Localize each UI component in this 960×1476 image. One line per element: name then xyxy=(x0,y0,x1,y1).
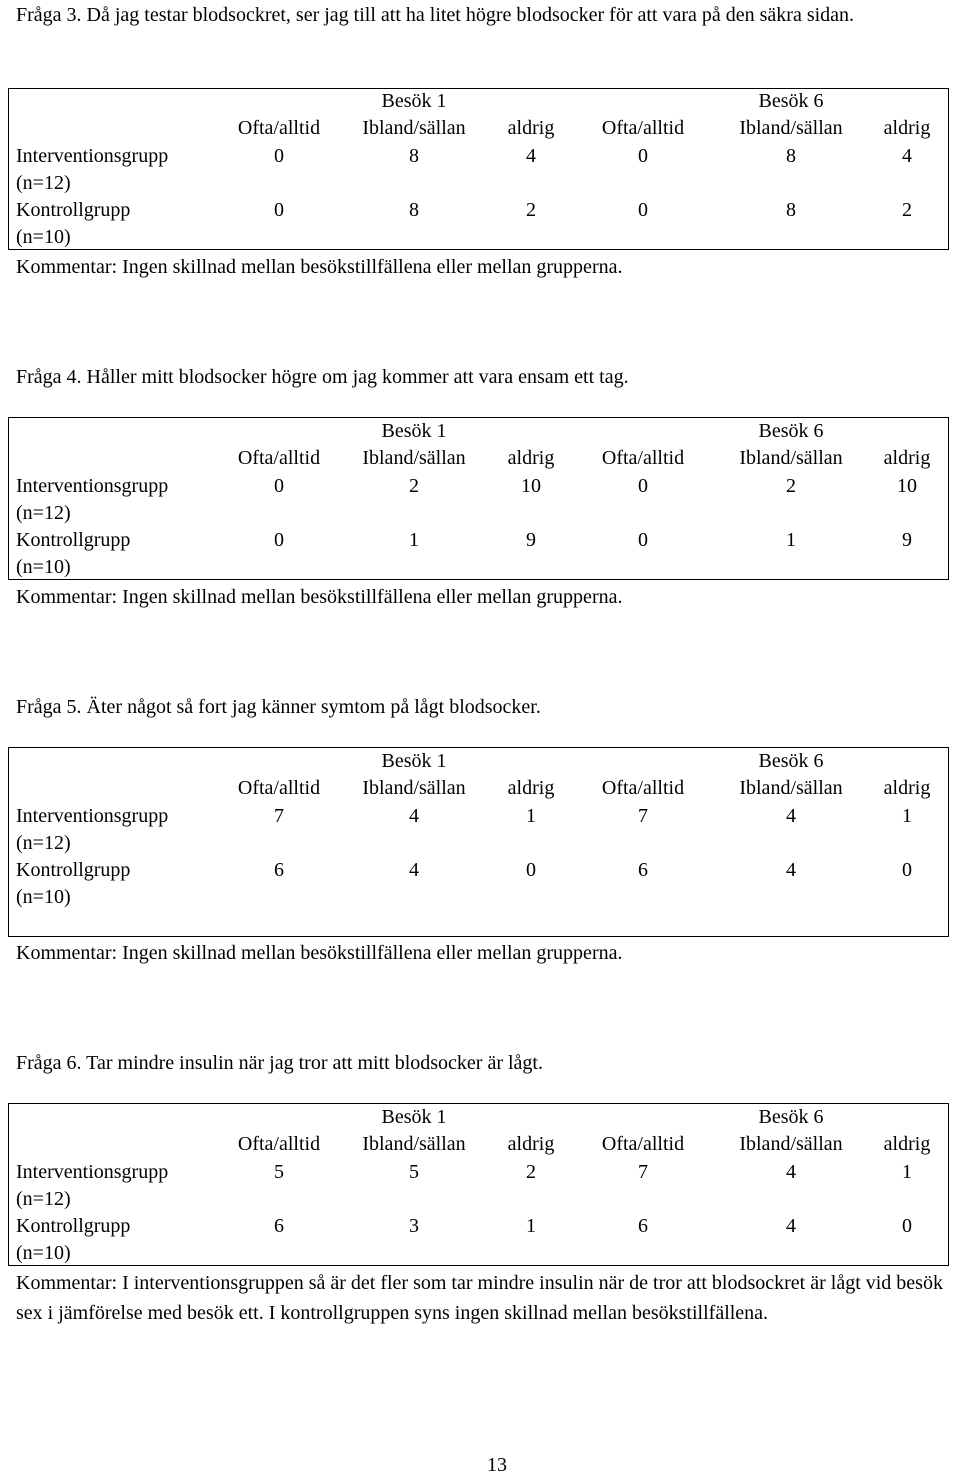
column-header: aldrig xyxy=(883,447,931,469)
table-header-answers xyxy=(9,778,948,802)
table-header-answers xyxy=(9,448,948,472)
column-header: Ibland/sällan xyxy=(362,447,466,469)
table-cell: 2 xyxy=(409,475,419,497)
column-header: Ofta/alltid xyxy=(601,447,685,469)
table-cell: 2 xyxy=(526,199,536,221)
group-label: Interventionsgrupp xyxy=(16,1161,169,1183)
question-5-title: Fråga 5. Äter något så fort jag känner symtom på lågt blodsocker. xyxy=(16,696,541,718)
table-cell: 0 xyxy=(274,529,284,551)
table-header-visits xyxy=(9,1107,948,1131)
column-header: aldrig xyxy=(507,777,555,799)
table-row-intervention xyxy=(9,476,948,500)
table-cell: 4 xyxy=(786,805,796,827)
table-cell: 2 xyxy=(526,1161,536,1183)
group-size: (n=10) xyxy=(16,556,71,578)
group-size: (n=12) xyxy=(16,832,71,854)
table-cell: 5 xyxy=(274,1161,284,1183)
group-label: Interventionsgrupp xyxy=(16,475,169,497)
column-header: Ibland/sällan xyxy=(739,117,843,139)
table-row-control xyxy=(9,200,948,224)
visit-1-header: Besök 1 xyxy=(381,1106,447,1128)
table-cell: 0 xyxy=(274,145,284,167)
table-cell: 2 xyxy=(902,199,912,221)
table-cell: 4 xyxy=(409,859,419,881)
table-cell: 6 xyxy=(274,1215,284,1237)
table-cell: 10 xyxy=(521,475,541,497)
table-cell: 1 xyxy=(409,529,419,551)
column-header: aldrig xyxy=(883,117,931,139)
table-cell: 0 xyxy=(902,1215,912,1237)
table-cell: 2 xyxy=(786,475,796,497)
table-row-control xyxy=(9,530,948,554)
group-size-row xyxy=(9,173,948,197)
group-label: Kontrollgrupp xyxy=(16,529,131,551)
group-size-row xyxy=(9,557,948,581)
page-number: 13 xyxy=(487,1454,507,1476)
question-5-table xyxy=(8,747,949,937)
group-label: Kontrollgrupp xyxy=(16,1215,131,1237)
table-cell: 0 xyxy=(638,145,648,167)
table-row-intervention xyxy=(9,1162,948,1186)
table-row-intervention xyxy=(9,146,948,170)
question-3-title: Fråga 3. Då jag testar blodsockret, ser jag till att ha litet högre blodsocker för att vara på den säkra sidan. xyxy=(16,4,855,26)
group-size-row xyxy=(9,503,948,527)
group-size-row xyxy=(9,887,948,911)
table-cell: 0 xyxy=(638,475,648,497)
table-header-visits xyxy=(9,91,948,115)
table-cell: 4 xyxy=(786,859,796,881)
table-cell: 8 xyxy=(786,145,796,167)
visit-1-header: Besök 1 xyxy=(381,420,447,442)
group-label: Kontrollgrupp xyxy=(16,859,131,881)
column-header: Ofta/alltid xyxy=(237,1133,321,1155)
group-size-row xyxy=(9,833,948,857)
table-cell: 7 xyxy=(274,805,284,827)
table-cell: 5 xyxy=(409,1161,419,1183)
visit-6-header: Besök 6 xyxy=(758,1106,824,1128)
table-header-visits xyxy=(9,421,948,445)
table-cell: 1 xyxy=(526,805,536,827)
table-cell: 4 xyxy=(786,1161,796,1183)
table-cell: 0 xyxy=(902,859,912,881)
table-cell: 6 xyxy=(638,859,648,881)
table-header-answers xyxy=(9,118,948,142)
table-row-control xyxy=(9,860,948,884)
visit-1-header: Besök 1 xyxy=(381,750,447,772)
column-header: aldrig xyxy=(507,447,555,469)
visit-6-header: Besök 6 xyxy=(758,750,824,772)
table-cell: 6 xyxy=(638,1215,648,1237)
table-row-intervention xyxy=(9,806,948,830)
table-cell: 4 xyxy=(902,145,912,167)
group-size: (n=10) xyxy=(16,226,71,248)
table-cell: 0 xyxy=(638,199,648,221)
table-cell: 4 xyxy=(526,145,536,167)
table-cell: 9 xyxy=(902,529,912,551)
column-header: aldrig xyxy=(883,1133,931,1155)
group-size: (n=12) xyxy=(16,172,71,194)
group-size: (n=12) xyxy=(16,1188,71,1210)
question-3-table xyxy=(8,88,949,250)
column-header: Ibland/sällan xyxy=(739,447,843,469)
visit-6-header: Besök 6 xyxy=(758,420,824,442)
question-4-title: Fråga 4. Håller mitt blodsocker högre om jag kommer att vara ensam ett tag. xyxy=(16,366,629,388)
group-label: Kontrollgrupp xyxy=(16,199,131,221)
column-header: aldrig xyxy=(507,117,555,139)
question-3-comment: Kommentar: Ingen skillnad mellan besökstillfällena eller mellan grupperna. xyxy=(16,256,623,278)
group-size-row xyxy=(9,227,948,251)
table-cell: 8 xyxy=(409,145,419,167)
table-cell: 1 xyxy=(786,529,796,551)
column-header: Ibland/sällan xyxy=(739,777,843,799)
table-cell: 3 xyxy=(409,1215,419,1237)
column-header: Ibland/sällan xyxy=(739,1133,843,1155)
column-header: aldrig xyxy=(883,777,931,799)
table-cell: 0 xyxy=(638,529,648,551)
question-4-comment: Kommentar: Ingen skillnad mellan besökstillfällena eller mellan grupperna. xyxy=(16,586,623,608)
group-label: Interventionsgrupp xyxy=(16,145,169,167)
column-header: Ofta/alltid xyxy=(601,117,685,139)
table-cell: 1 xyxy=(902,1161,912,1183)
group-size: (n=10) xyxy=(16,886,71,908)
column-header: Ibland/sällan xyxy=(362,777,466,799)
group-size-row xyxy=(9,1243,948,1267)
table-cell: 0 xyxy=(526,859,536,881)
table-cell: 7 xyxy=(638,805,648,827)
column-header: Ofta/alltid xyxy=(601,1133,685,1155)
group-label: Interventionsgrupp xyxy=(16,805,169,827)
column-header: Ofta/alltid xyxy=(237,117,321,139)
question-6-comment: Kommentar: I interventionsgruppen så är det fler som tar mindre insulin när de tror att blodsockret är lågt vid besök sex i jämförelse med besök ett. I kontrollgruppen syns ingen skillnad mellan besökstillfällena. xyxy=(16,1272,943,1324)
table-row-control xyxy=(9,1216,948,1240)
visit-1-header: Besök 1 xyxy=(381,90,447,112)
table-cell: 6 xyxy=(274,859,284,881)
column-header: Ibland/sällan xyxy=(362,117,466,139)
group-size: (n=12) xyxy=(16,502,71,524)
table-cell: 0 xyxy=(274,475,284,497)
table-cell: 10 xyxy=(897,475,917,497)
column-header: Ofta/alltid xyxy=(237,777,321,799)
question-4-table xyxy=(8,417,949,580)
table-cell: 4 xyxy=(409,805,419,827)
table-cell: 1 xyxy=(526,1215,536,1237)
group-size: (n=10) xyxy=(16,1242,71,1264)
table-header-answers xyxy=(9,1134,948,1158)
table-cell: 9 xyxy=(526,529,536,551)
table-cell: 4 xyxy=(786,1215,796,1237)
question-6-title: Fråga 6. Tar mindre insulin när jag tror att mitt blodsocker är lågt. xyxy=(16,1052,543,1074)
visit-6-header: Besök 6 xyxy=(758,90,824,112)
table-cell: 1 xyxy=(902,805,912,827)
column-header: Ibland/sällan xyxy=(362,1133,466,1155)
column-header: Ofta/alltid xyxy=(237,447,321,469)
column-header: Ofta/alltid xyxy=(601,777,685,799)
table-cell: 8 xyxy=(409,199,419,221)
table-cell: 8 xyxy=(786,199,796,221)
question-6-table xyxy=(8,1103,949,1266)
table-cell: 7 xyxy=(638,1161,648,1183)
table-cell: 0 xyxy=(274,199,284,221)
question-5-comment: Kommentar: Ingen skillnad mellan besökstillfällena eller mellan grupperna. xyxy=(16,942,623,964)
table-header-visits xyxy=(9,751,948,775)
column-header: aldrig xyxy=(507,1133,555,1155)
group-size-row xyxy=(9,1189,948,1213)
